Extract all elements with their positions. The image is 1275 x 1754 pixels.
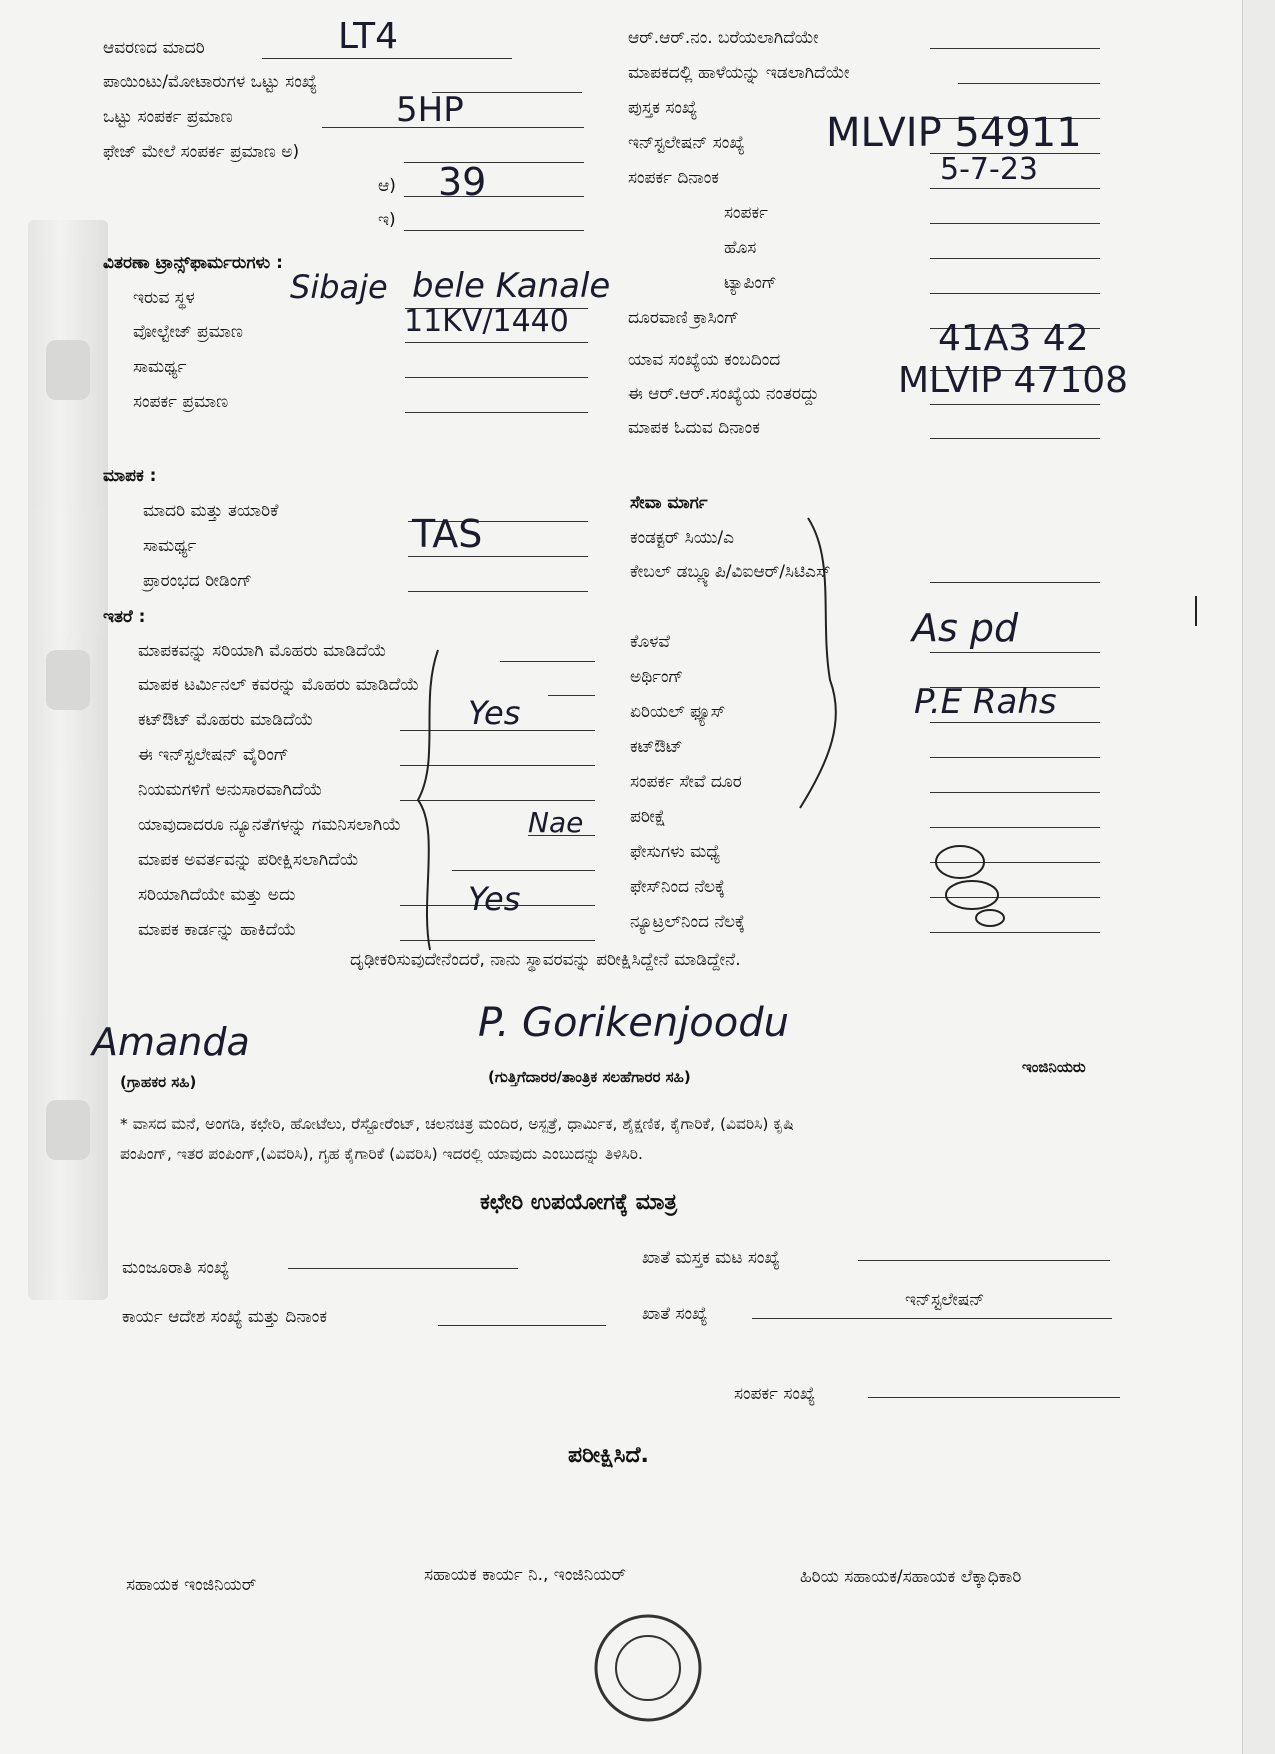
hw-installation-no: MLVIP 54911 <box>826 110 1082 156</box>
hw-length: As pd <box>912 606 1019 650</box>
hw-earthing: P.E Rahs <box>914 682 1057 722</box>
asst-exec-engineer-label: ಸಹಾಯಕ ಕಾರ್ಯ ನಿ., ಇಂಜಿನಿಯರ್ <box>424 1565 626 1585</box>
hw-defects: Nae <box>528 806 584 839</box>
office-seal-inner <box>616 1636 680 1700</box>
note-line-1: * ವಾಸದ ಮನೆ, ಅಂಗಡಿ, ಕಛೇರಿ, ಹೋಟೆಲು, ರೆಸ್ಟೋರೆಂಟ್, ಚಲನಚಿತ್ರ ಮಂದಿರ, ಅಸ್ಪತ್ರೆ, ಧಾರ್ಮಿಕ, ಶೈಕ್ಷಣಿಕ, ಕೈಗಾರಿಕೆ, (ವಿವರಿಸಿ) ಕೃಷಿ <box>120 1115 794 1133</box>
after-rr-label: ಈ ಆರ್.ಆರ್.ಸಂಖ್ಯೆಯ ನಂತರದ್ದು <box>628 384 819 404</box>
hw-from-pole: 41A3 42 <box>938 318 1089 359</box>
scribble-1 <box>936 846 984 878</box>
meter-capacity-label: ಸಾಮರ್ಥ್ಯ <box>143 536 197 556</box>
voltage-label: ವೋಲ್ಟೇಜ್ ಪ್ರಮಾಣ <box>133 322 243 342</box>
engineer-label: ಇಂಜಿನಿಯರು <box>1022 1058 1086 1076</box>
hw-contractor-signature: P. Gorikenjoodu <box>478 1000 789 1046</box>
hw-phase-b: 39 <box>438 160 487 204</box>
other-6: ಯಾವುದಾದರೂ ನ್ಯೂನತೆಗಳನ್ನು ಗಮನಿಸಲಾಗಿಯೆ <box>138 815 402 835</box>
test-label: ಪರೀಕ್ಷೆ <box>630 807 666 827</box>
from-pole-label: ಯಾವ ಸಂಖ್ಯೆಯ ಕಂಬದಿಂದ <box>628 350 781 370</box>
transformer-heading: ವಿತರಣಾ ಟ್ರಾನ್ಸ್‌ಫಾರ್ಮರುಗಳು : <box>103 253 283 273</box>
other-4: ಈ ಇನ್‌ಸ್ಟಲೇಷನ್ ವೈರಿಂಗ್ <box>138 745 289 765</box>
hw-location-3: 11KV/1440 <box>404 304 569 339</box>
installation-label: ಇನ್‌ಸ್ಟಲೇಷನ್ <box>905 1290 985 1310</box>
new-label: ಹೊಸ <box>724 238 757 258</box>
installation-no-label: ಇನ್‌ಸ್ಟಲೇಷನ್ ಸಂಖ್ಯೆ <box>628 133 745 153</box>
ledger-page-label: ಖಾತೆ ಮಸ್ತಕ ಮಟ ಸಂಖ್ಯೆ <box>642 1248 780 1268</box>
office-use-heading: ಕಛೇರಿ ಉಪಯೋಗಕ್ಕೆ ಮಾತ್ರ <box>480 1190 677 1215</box>
sanction-no-label: ಮಂಜೂರಾತಿ ಸಂಖ್ಯೆ <box>122 1258 230 1278</box>
hw-after-rr: MLVIP 47108 <box>898 360 1129 401</box>
connected-load-label: ಸಂಪರ್ಕ ಪ್ರಮಾಣ <box>133 392 229 412</box>
contractor-sign-label: (ಗುತ್ತಿಗೆದಾರರ/ತಾಂತ್ರಿಕ ಸಲಹೆಗಾರರ ಸಹಿ) <box>488 1068 691 1086</box>
cutout-label: ಕಟ್‌ಔಟ್ <box>630 737 683 757</box>
account-no-label: ಖಾತೆ ಸಂಖ್ಯೆ <box>642 1304 708 1324</box>
other-2: ಮಾಪಕ ಟರ್ಮಿನಲ್ ಕವರನ್ನು ಮೊಹರು ಮಾಡಿದೆಯೆ <box>138 675 420 695</box>
book-no-label: ಪುಸ್ತಕ ಸಂಖ್ಯೆ <box>628 98 698 118</box>
note-line-2: ಪಂಪಿಂಗ್, ಇತರ ಪಂಪಿಂಗ್,(ವಿವರಿಸಿ), ಗೃಹ ಕೈಗಾರಿಕೆ (ವಿವರಿಸಿ) ಇದರಲ್ಲಿ ಯಾವುದು ಎಂಬುದನ್ನು ತಿಳಿಸಿರಿ. <box>120 1145 643 1163</box>
scribble-3 <box>976 910 1004 926</box>
phase-load-label: ಫೇಜ್ ಮೇಲೆ ಸಂಪರ್ಕ ಪ್ರಮಾಣ ಅ) <box>103 142 300 162</box>
accounts-officer-label: ಹಿರಿಯ ಸಹಾಯಕ/ಸಹಾಯಕ ಲೆಕ್ಕಾಧಿಕಾರಿ <box>800 1567 1022 1587</box>
earthing-label: ಅರ್ಥಿಂಗ್ <box>630 667 684 687</box>
meter-slot-label: ಮಾಪಕದಲ್ಲಿ ಹಾಳೆಯನ್ನು ಇಡಲಾಗಿದೆಯೇ <box>628 63 850 83</box>
other-7: ಮಾಪಕ ಅವರ್ತವನ್ನು ಪರೀಕ್ಷಿಸಲಾಗಿದೆಯೆ <box>138 850 359 870</box>
hw-customer-signature: Amanda <box>92 1020 250 1064</box>
other-8: ಸರಿಯಾಗಿದೆಯೇ ಮತ್ತು ಅದು <box>138 885 296 905</box>
connection-date-label: ಸಂಪರ್ಕ ದಿನಾಂಕ <box>628 168 719 188</box>
hw-cover-type: LT4 <box>338 16 398 57</box>
make-model-label: ಮಾದರಿ ಮತ್ತು ತಯಾರಿಕೆ <box>143 501 279 521</box>
total-load-label: ಒಟ್ಟು ಸಂಪರ್ಕ ಪ್ರಮಾಣ <box>103 107 233 127</box>
connection-no-label: ಸಂಪರ್ಕ ಸಂಖ್ಯೆ <box>734 1384 816 1404</box>
phase-earth-label: ಫೇಸ್‌ನಿಂದ ನೆಲಕ್ಕೆ <box>630 877 725 897</box>
between-phases-label: ಫೇಸುಗಳು ಮಧ್ಯೆ <box>630 842 721 862</box>
aerial-fuse-label: ಏರಿಯಲ್ ಫ್ಯೂಸ್ <box>630 702 726 722</box>
phase-b-label: ಆ) <box>378 176 396 196</box>
hw-sealed: Yes <box>468 694 521 732</box>
rr-written-label: ಆರ್.ಆರ್.ನಂ. ಬರೆಯಲಾಗಿದೆಯೇ <box>628 28 819 48</box>
verified-heading: ಪರೀಕ್ಷಿಸಿದೆ. <box>568 1443 649 1468</box>
left-bracket-stroke <box>418 650 438 950</box>
phone-crossing-label: ದೂರವಾಣಿ ಕ್ರಾಸಿಂಗ್ <box>628 308 739 328</box>
service-distance-label: ಸಂಪರ್ಕ ಸೇವೆ ದೂರ <box>630 772 742 792</box>
points-total-label: ಪಾಯಿಂಟು/ಮೋಟಾರುಗಳ ಒಟ್ಟು ಸಂಖ್ಯೆ <box>103 72 318 92</box>
cable-label: ಕೇಬಲ್ ಡಬ್ಲ್ಯೂಪಿ/ವಿಐಆರ್/ಸಿಟಿಎಸ್ <box>630 562 831 582</box>
hw-meter-make: TAS <box>412 512 483 556</box>
service-route-label: ಸೇವಾ ಮಾರ್ಗ <box>630 493 708 513</box>
scribble-2 <box>946 881 998 909</box>
other-3: ಕಟ್‌ಔಟ್ ಮೊಹರು ಮಾಡಿದೆಯೆ <box>138 710 314 730</box>
connection-label: ಸಂಪರ್ಕ <box>724 203 768 223</box>
hw-location-2: bele Kanale <box>412 266 611 306</box>
right-bracket-stroke <box>800 518 836 808</box>
hw-location-1: Sibaje <box>290 268 388 306</box>
length-label: ಕೊಳವೆ <box>630 632 671 652</box>
others-heading: ಇತರೆ : <box>103 607 146 627</box>
other-9: ಮಾಪಕ ಕಾರ್ಡನ್ನು ಹಾಕಿದೆಯೆ <box>138 920 297 940</box>
customer-sign-label: (ಗ್ರಾಹಕರ ಸಹಿ) <box>120 1073 197 1091</box>
hw-connection-date: 5-7-23 <box>940 152 1038 187</box>
reading-date-label: ಮಾಪಕ ಓದುವ ದಿನಾಂಕ <box>628 418 760 438</box>
neutral-earth-label: ನ್ಯೂಟ್ರಲ್‌ನಿಂದ ನೆಲಕ್ಕೆ <box>630 912 745 932</box>
hw-ok: Yes <box>468 880 521 918</box>
initial-reading-label: ಪ್ರಾರಂಭದ ರೀಡಿಂಗ್ <box>143 571 252 591</box>
meter-heading: ಮಾಪಕ : <box>103 466 157 486</box>
cover-type-label: ಆವರಣದ ಮಾದರಿ <box>103 38 205 58</box>
location-label: ಇರುವ ಸ್ಥಳ <box>133 288 195 308</box>
tapping-label: ಟ್ಯಾಪಿಂಗ್ <box>724 273 777 293</box>
office-seal-stamp <box>596 1616 700 1720</box>
hw-total-load: 5HP <box>396 90 464 130</box>
work-order-label: ಕಾರ್ಯ ಆದೇಶ ಸಂಖ್ಯೆ ಮತ್ತು ದಿನಾಂಕ <box>122 1307 327 1327</box>
phase-c-label: ಇ) <box>378 210 396 230</box>
asst-engineer-label: ಸಹಾಯಕ ಇಂಜಿನಿಯರ್ <box>126 1575 257 1595</box>
other-5: ನಿಯಮಗಳಿಗೆ ಅನುಸಾರವಾಗಿದೆಯೆ <box>138 780 323 800</box>
other-1: ಮಾಪಕವನ್ನು ಸರಿಯಾಗಿ ಮೊಹರು ಮಾಡಿದೆಯೆ <box>138 641 387 661</box>
conductor-label: ಕಂಡಕ್ಟರ್ ಸಿಯು/ಎ <box>630 528 735 548</box>
declaration-text: ದೃಢೀಕರಿಸುವುದೇನೆಂದರೆ, ನಾನು ಸ್ಥಾವರವನ್ನು ಪರೀಕ್ಷಿಸಿದ್ದೇನೆ ಮಾಡಿದ್ದೇನೆ. <box>350 950 741 970</box>
capacity-label: ಸಾಮರ್ಥ್ಯ <box>133 357 187 377</box>
